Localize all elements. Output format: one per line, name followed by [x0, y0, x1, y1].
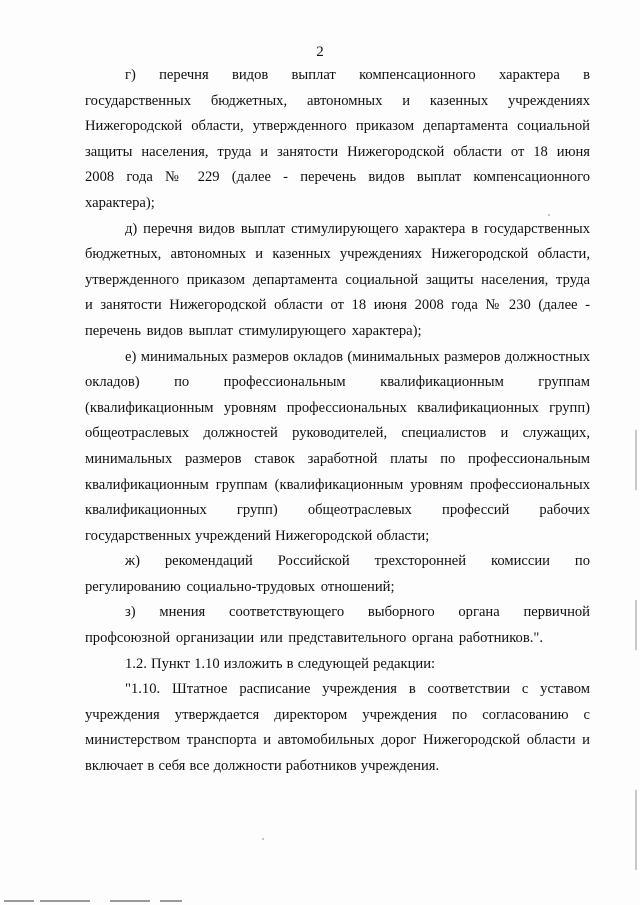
scan-dash [110, 900, 150, 902]
paragraph-item-g: г) перечня видов выплат компенсационного характера в государственных бюджетных, автономных и казенных учреждениях Нижегородской области, утвержденного приказом департамента социальной защиты населения, труда и занятости Нижегородской области от 18 июня 2008 года № 229 (далее - перечень видов выплат компенсационного характера); [85, 67, 590, 211]
scan-speck [262, 838, 264, 840]
scan-edge-mark [635, 600, 637, 650]
paragraph-item-z: з) мнения соответствующего выборного органа первичной профсоюзной организации или представительного органа работников.". [85, 604, 590, 647]
paragraph-item-zh: ж) рекомендаций Российской трехсторонней комиссии по регулированию социально-трудовых отношений; [85, 553, 590, 595]
paragraph-item-d: д) перечня видов выплат стимулирующего характера в государственных бюджетных, автономных и казенных учреждениях Нижегородской области, утвержденного приказом департамента социальной защиты населения, труда и занятости Нижегородской области от 18 июня 2008 года № 230 (далее - перечень видов выплат стимулирующего характера); [85, 220, 590, 339]
scan-edge-mark [635, 790, 637, 870]
scan-speck [548, 214, 550, 216]
document-body [85, 63, 590, 780]
scan-dash [160, 900, 182, 902]
paragraph-item-e: е) минимальных размеров окладов (минимальных размеров должностных окладов) по профессиональным квалификационным группам (квалификационным уровням профессиональных квалификационных групп) общеотраслевых должностей руководителей, специалистов и служащих, минимальных размеров ставок заработной платы по профессиональным квалификационным группам (квалификационным уровням профессиональных квалификационных групп) общеотраслевых профессий рабочих государственных учреждений Нижегородской области; [85, 348, 590, 544]
scan-dash [40, 900, 90, 902]
paragraph-section-1-2: 1.2. Пункт 1.10 изложить в следующей редакции: [125, 655, 436, 672]
scan-edge-mark [635, 430, 637, 490]
page-number: 2 [316, 44, 324, 60]
paragraph-clause-1-10: "1.10. Штатное расписание учреждения в соответствии с уставом учреждения утверждается директором учреждения по согласованию с министерством транспорта и автомобильных дорог Нижегородской области и включает в себя все должности работников учреждения. [85, 681, 590, 775]
scan-dash [4, 900, 34, 902]
scan-bottom-strip [0, 892, 640, 905]
